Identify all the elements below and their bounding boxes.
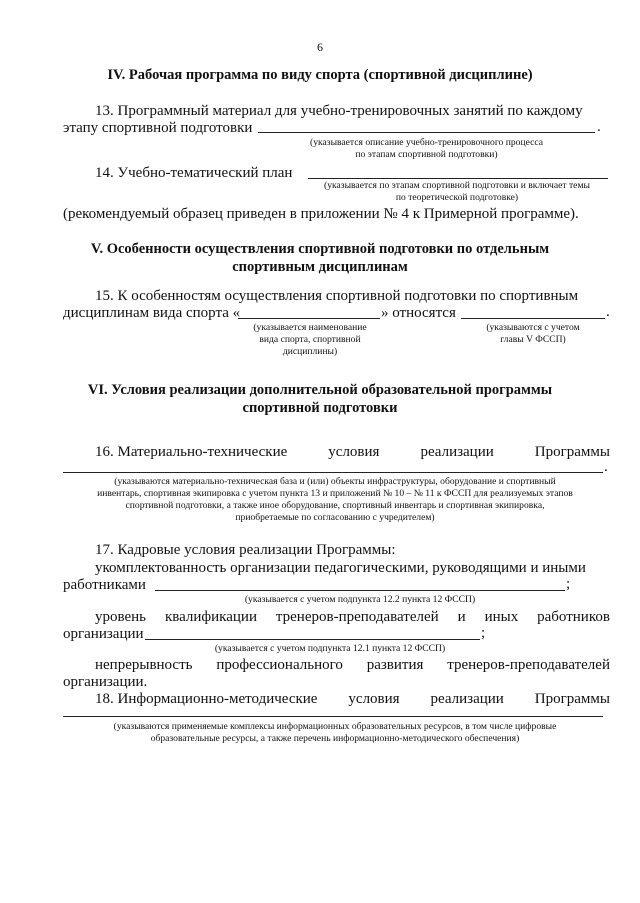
p17-b-note: (указывается с учетом подпункта 12.1 пункта 12 ФССП) (214, 643, 446, 654)
p17-a-end: ; (566, 576, 571, 592)
p16-blank-line[interactable] (63, 472, 603, 473)
p18-blank-line[interactable] (63, 716, 603, 717)
p18-note: (указываются применяемые комплексы информационных образовательных ресурсов, в том числе цифровые образовательные ресурсы, а также перечень информационно-методического обеспечения) (113, 721, 557, 744)
section-4-title: IV. Рабочая программа по виду спорта (спортивной дисциплине) (107, 67, 533, 83)
p17-a-line2: работниками (63, 577, 146, 593)
p13-note: (указывается описание учебно-тренировочного процесса по этапам спортивной подготовки) (310, 137, 543, 160)
p13-blank-line[interactable] (258, 132, 595, 133)
page-number: 6 (317, 40, 323, 54)
p17-a-line1: укомплектованность организации педагогическими, руководящими и иными (95, 560, 586, 576)
p17-b-line1: уровень квалификации тренеров-преподавателей и иных работников (95, 609, 610, 625)
p17-b-end: ; (481, 625, 486, 641)
p15-note-features: (указываются с учетом главы V ФССП) (486, 322, 580, 345)
p16-end: . (604, 459, 608, 475)
section-6-title: VI. Условия реализации дополнительной образовательной программы спортивной подготовки (87, 382, 553, 416)
p14-line1: 14. Учебно-тематический план (95, 165, 293, 181)
p16-note: (указываются материально-техническая база и (или) объекты инфраструктуры, оборудование и спортивный инвентарь, спортивная экипировка с учетом пункта 13 и приложений № 10 – № 11 к ФССП для реализуемых этапов спортивной подготовки, а также иное оборудование, спортивный инвентарь и спортивная экипировка, приобретаемые по согласованию с учредителем) (97, 476, 573, 523)
p16-line1: 16. Материально-технические условия реализации Программы (95, 444, 610, 460)
p15-line2-mid: » относятся (381, 305, 456, 321)
p17-a-note: (указывается с учетом подпункта 12.2 пункта 12 ФССП) (244, 594, 476, 605)
p14-note: (указывается по этапам спортивной подготовки и включает темы по теоретической подготовке) (324, 180, 590, 203)
section-5-title: V. Особенности осуществления спортивной подготовки по отдельным спортивным дисциплинам (90, 241, 550, 275)
p15-line1: 15. К особенностям осуществления спортивной подготовки по спортивным (95, 288, 579, 304)
p15-line2-start: дисциплинам вида спорта « (63, 305, 241, 321)
p17-b-line2: организации (63, 626, 144, 642)
p13-line2: этапу спортивной подготовки (63, 120, 253, 136)
p15-features-blank[interactable] (461, 318, 605, 319)
p17-c-line2: организации. (63, 674, 148, 690)
p15-sport-blank[interactable] (238, 318, 380, 319)
p14-blank-line[interactable] (308, 178, 608, 179)
p13-line1: 13. Программный материал для учебно-тренировочных занятий по каждому (95, 103, 583, 119)
p17-title: 17. Кадровые условия реализации Программы: (95, 542, 396, 558)
p14-line2: (рекомендуемый образец приведен в приложении № 4 к Примерной программе). (63, 206, 579, 222)
p17-b-blank-line[interactable] (145, 639, 480, 640)
p15-end: . (606, 304, 610, 320)
p17-a-blank-line[interactable] (155, 590, 565, 591)
p15-note-sport: (указывается наименование вида спорта, спортивной дисциплины) (253, 322, 367, 357)
p18-line1: 18. Информационно-методические условия реализации Программы (95, 691, 610, 707)
p13-end: . (597, 119, 601, 135)
p17-c-line1: непрерывность профессионального развития тренеров-преподавателей (95, 657, 610, 673)
